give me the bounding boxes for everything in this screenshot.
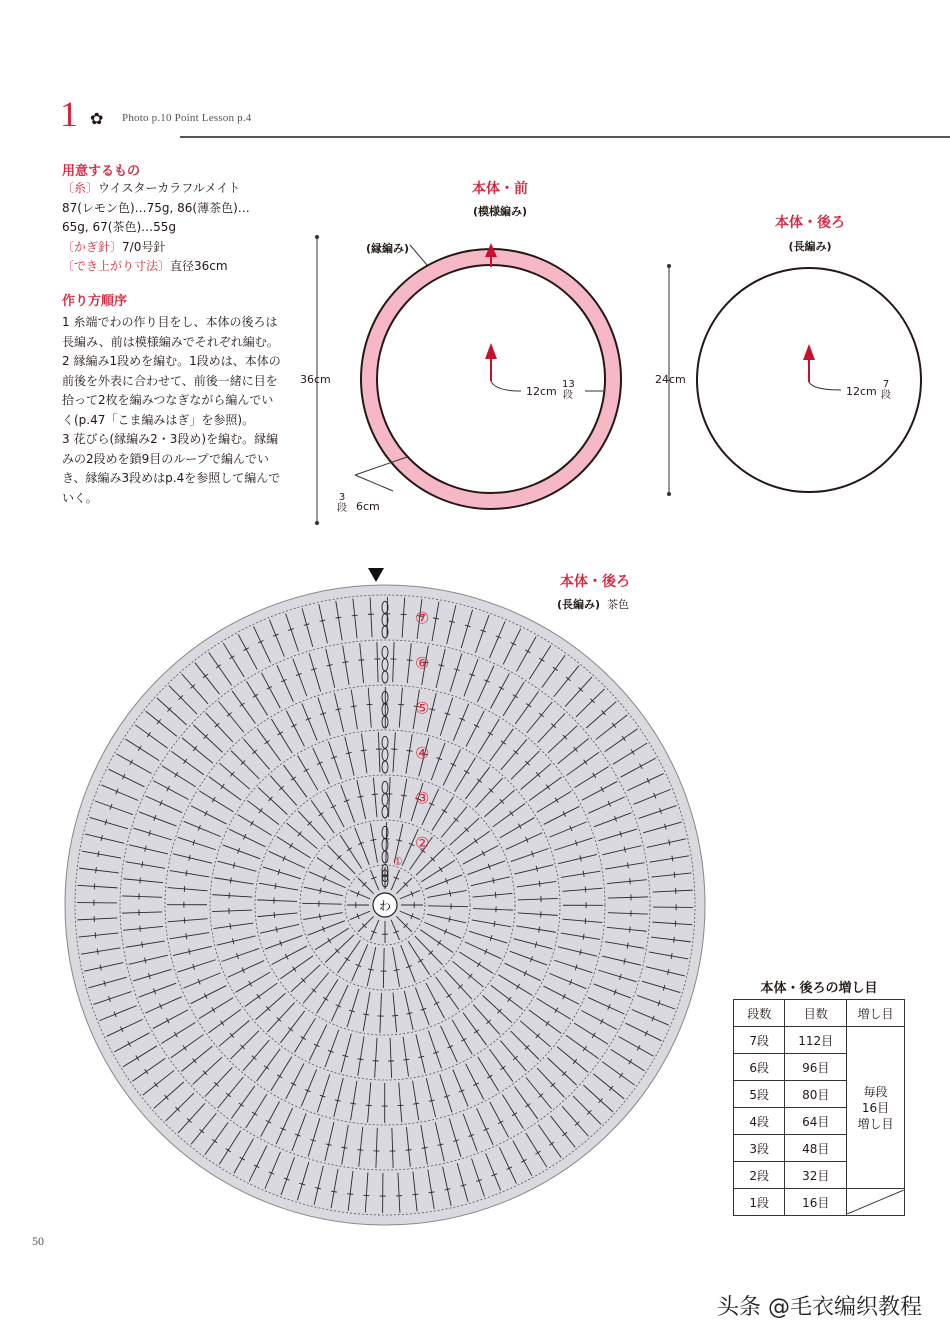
hook-line (62, 238, 292, 258)
border-width-leader-2 (355, 475, 393, 491)
front-title: 本体・前 (472, 181, 528, 197)
size-label: 〔でき上がり寸法〕 (62, 259, 171, 273)
cell-count: 32目 (785, 1162, 847, 1189)
stitch-crossbar (674, 872, 675, 878)
row-number-mark: ② (415, 833, 430, 853)
hook-label: 〔かぎ針〕 (62, 239, 123, 254)
cell-row: 6段 (734, 1054, 785, 1081)
front-subtitle: (模様編み) (472, 205, 528, 218)
cell-count: 64目 (785, 1108, 847, 1135)
increase-table (733, 999, 905, 1216)
size-line (62, 257, 292, 277)
step-line: く(p.47「こま編みはぎ」を参照)。 (62, 412, 255, 427)
back-height-dot-bottom (667, 492, 671, 496)
row-number-mark: ① (393, 855, 403, 868)
stitch-crossbar (495, 892, 496, 898)
step-line: 2 縁編み1段めを編む。1段めは、本体の (62, 354, 281, 368)
step-line: いく。 (62, 490, 98, 505)
stitch-crossbar (95, 932, 96, 938)
steps-section (62, 290, 302, 508)
size-text: 直径36cm (170, 259, 228, 273)
border-label-leader (410, 245, 427, 265)
stitch-crossbar (357, 1150, 363, 1151)
yarn-line (62, 179, 292, 199)
front-diagram (295, 225, 655, 530)
stitch-crossbar (274, 912, 275, 918)
front-border-width: 6cm (356, 500, 380, 513)
cell-count: 16目 (785, 1189, 847, 1216)
table-row (734, 1189, 905, 1216)
crochet-chart (60, 560, 710, 1240)
stitch-crossbar (358, 660, 364, 661)
yarn-line-3: 65g, 67(茶色)…55g (62, 220, 177, 234)
stitch-crossbar (352, 615, 358, 616)
row-number-mark: ③ (415, 788, 430, 808)
page-number: 50 (32, 1234, 44, 1248)
cell-count: 96目 (785, 1054, 847, 1081)
header-rule (180, 136, 950, 138)
table-header-row (734, 1000, 905, 1027)
stitch-crossbar (140, 877, 141, 883)
yarn-text: ウイスターカラフルメイト (98, 181, 241, 195)
increase-table-title: 本体・後ろの増し目 (760, 981, 878, 996)
note-line-1: 毎段 (863, 1084, 888, 1099)
back-radius: 12cm (846, 385, 877, 398)
back-height-dot-top (667, 264, 671, 268)
front-height: 36cm (300, 373, 331, 386)
chart-subtitle: (長編み) (557, 598, 601, 611)
chart-color: 茶色 (607, 598, 630, 611)
header-meta: Photo p.10 Point Lesson p.4 (122, 112, 252, 124)
stitch-crossbar (630, 878, 631, 884)
step-line: 長編み、前は模様編みでそれぞれ編む。 (62, 334, 279, 349)
increase-note (847, 1027, 905, 1189)
step-line: みの2段めを鎖9目のループで編んでい (62, 451, 270, 466)
cell-count: 80目 (785, 1081, 847, 1108)
step-line: 前後を外表に合わせて、前後一緒に目を (62, 373, 278, 388)
cell-row: 2段 (734, 1162, 785, 1189)
note-line-3: 増し目 (857, 1116, 894, 1131)
watermark: 头条 @毛衣编织教程 (717, 1295, 922, 1320)
steps-title: 作り方順序 (62, 294, 128, 309)
step-line: き、縁編み3段めはp.4を参照して編んで (62, 471, 281, 485)
yarn-label: 〔糸〕 (62, 181, 99, 195)
yarn-line-2: 87(レモン色)…75g, 86(薄茶色)… (62, 200, 250, 215)
header-rows: 段数 (734, 1000, 785, 1027)
start-marker-icon (368, 568, 384, 582)
front-rows: 13段 (562, 379, 575, 401)
cell-count: 112目 (785, 1027, 847, 1054)
pattern-number: 1 (60, 94, 78, 134)
cell-row: 5段 (734, 1081, 785, 1108)
flower-icon: ✿ (90, 109, 104, 128)
stitch-crossbar (392, 1015, 398, 1016)
magic-ring-label: わ (378, 899, 392, 913)
front-height-dot-top (315, 235, 319, 239)
step-line: 拾って2枚を編みつなぎながら編んでい (62, 393, 274, 407)
cell-row: 4段 (734, 1108, 785, 1135)
front-border-label: (縁編み) (366, 242, 410, 255)
back-diagram (655, 258, 930, 498)
stitch-crossbar (406, 1150, 412, 1151)
empty-slash-cell (847, 1189, 905, 1216)
back-title: 本体・後ろ (775, 215, 845, 231)
stitch-crossbar (412, 1194, 418, 1195)
stitch-crossbar (140, 926, 141, 932)
cell-row: 7段 (734, 1027, 785, 1054)
steps-list (62, 313, 302, 508)
back-height: 24cm (655, 373, 686, 386)
step-line: 3 花びら(縁編み2・3段め)を編む。縁編 (62, 432, 279, 446)
back-subtitle: (長編み) (788, 240, 832, 253)
row-number-mark: ⑤ (415, 698, 430, 718)
chart-title: 本体・後ろ (560, 574, 630, 590)
front-height-dot-bottom (315, 521, 319, 525)
front-radius: 12cm (526, 385, 557, 398)
header-increase: 増し目 (847, 1000, 905, 1027)
front-border-rows: 3段 (337, 492, 347, 514)
header-count: 目数 (785, 1000, 847, 1027)
note-line-2: 16目 (861, 1100, 890, 1115)
row-number-mark: ④ (415, 743, 430, 763)
stitch-crossbar (407, 660, 413, 661)
cell-row: 1段 (734, 1189, 785, 1216)
back-rows: 7段 (881, 379, 891, 401)
stitch-crossbar (372, 794, 378, 795)
step-line: 1 糸端でわの作り目をし、本体の後ろは (62, 315, 278, 329)
row-number-mark: ⑦ (415, 608, 430, 628)
cell-row: 3段 (734, 1135, 785, 1162)
hook-text: 7/0号針 (122, 239, 166, 254)
cell-count: 48目 (785, 1135, 847, 1162)
row-number-mark: ⑥ (415, 653, 430, 673)
materials-section (62, 160, 292, 277)
stitch-crossbar (630, 927, 631, 933)
table-row (734, 1027, 905, 1054)
materials-title: 用意するもの (62, 164, 141, 179)
